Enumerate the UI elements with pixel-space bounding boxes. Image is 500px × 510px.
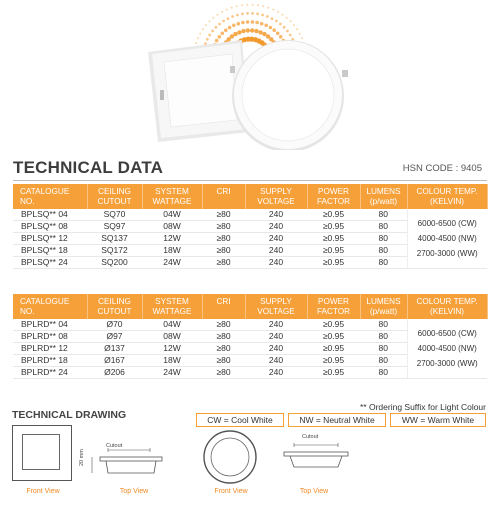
colour-temp-cell — [407, 209, 487, 269]
square-spec-table — [13, 184, 488, 269]
table-cell: 80 — [360, 245, 407, 257]
table-cell: 240 — [245, 343, 307, 355]
column-header: SYSTEM WATTAGE — [142, 294, 202, 319]
table-cell: Ø167 — [87, 355, 142, 367]
table-cell: SQ200 — [87, 257, 142, 269]
table-cell: 18W — [142, 355, 202, 367]
table-cell: 18W — [142, 245, 202, 257]
square-cutout-label: Cutout — [106, 443, 123, 449]
table-cell: 240 — [245, 245, 307, 257]
column-header: POWER FACTOR — [307, 184, 360, 209]
table-cell: ≥0.95 — [307, 367, 360, 379]
column-header: CRI — [202, 184, 245, 209]
table-cell: ≥0.95 — [307, 221, 360, 233]
table-cell: 80 — [360, 221, 407, 233]
table-cell: ≥0.95 — [307, 355, 360, 367]
colour-temp-value: 2700-3000 (WW) — [416, 249, 478, 258]
column-header: CRI — [202, 294, 245, 319]
table-cell: 240 — [245, 367, 307, 379]
colour-temp-value: 2700-3000 (WW) — [416, 359, 478, 368]
table-cell: Ø70 — [87, 319, 142, 331]
legend-neutral-white: NW = Neutral White — [288, 413, 386, 427]
square-top-view-drawing — [80, 445, 170, 485]
table-cell: BPLSQ** 04 — [13, 209, 87, 221]
table-cell: ≥0.95 — [307, 245, 360, 257]
table-cell: ≥80 — [202, 367, 245, 379]
table-cell: BPLSQ** 24 — [13, 257, 87, 269]
table-cell: 04W — [142, 319, 202, 331]
table-cell: BPLSQ** 08 — [13, 221, 87, 233]
table-cell: ≥80 — [202, 355, 245, 367]
table-cell: ≥80 — [202, 233, 245, 245]
table-cell: BPLRD** 08 — [13, 331, 87, 343]
table-row — [13, 209, 487, 221]
table-cell: ≥80 — [202, 221, 245, 233]
table-cell: 80 — [360, 233, 407, 245]
square-front-view-caption: Front View — [26, 488, 60, 495]
table-cell: BPLRD** 04 — [13, 319, 87, 331]
table-cell: 12W — [142, 343, 202, 355]
table-cell: BPLRD** 12 — [13, 343, 87, 355]
table-cell: Ø97 — [87, 331, 142, 343]
table-cell: ≥0.95 — [307, 257, 360, 269]
table-cell: ≥0.95 — [307, 319, 360, 331]
column-header: COLOUR TEMP. (KELVIN) — [407, 294, 487, 319]
table-row — [13, 319, 487, 331]
colour-temp-value: 6000-6500 (CW) — [417, 329, 477, 338]
column-header: LUMENS (p/watt) — [360, 294, 407, 319]
table-header-row — [13, 294, 487, 319]
column-header: LUMENS (p/watt) — [360, 184, 407, 209]
column-header: SUPPLY VOLTAGE — [245, 294, 307, 319]
colour-temp-cell — [407, 319, 487, 379]
table-cell: 240 — [245, 233, 307, 245]
table-cell: ≥80 — [202, 257, 245, 269]
technical-drawing-title: TECHNICAL DRAWING — [12, 409, 127, 421]
table-cell: 08W — [142, 331, 202, 343]
table-cell: ≥0.95 — [307, 331, 360, 343]
column-header: SUPPLY VOLTAGE — [245, 184, 307, 209]
column-header: POWER FACTOR — [307, 294, 360, 319]
column-header: CATALOGUE NO. — [13, 294, 87, 319]
table-cell: 12W — [142, 233, 202, 245]
round-spec-table — [13, 294, 488, 379]
table-cell: SQ137 — [87, 233, 142, 245]
table-cell: 80 — [360, 319, 407, 331]
table-cell: 80 — [360, 367, 407, 379]
round-panel-image — [230, 40, 348, 150]
table-cell: 80 — [360, 331, 407, 343]
legend-warm-white: WW = Warm White — [390, 413, 486, 427]
table-cell: BPLSQ** 18 — [13, 245, 87, 257]
product-hero-image — [130, 0, 370, 150]
table-cell: ≥0.95 — [307, 209, 360, 221]
table-cell: BPLRD** 24 — [13, 367, 87, 379]
table-cell: BPLRD** 18 — [13, 355, 87, 367]
square-top-view-caption: Top View — [119, 488, 149, 495]
page-title: TECHNICAL DATA — [13, 158, 164, 177]
colour-temp-value: 4000-4500 (NW) — [417, 344, 477, 353]
table-cell: ≥80 — [202, 343, 245, 355]
table-cell: SQ172 — [87, 245, 142, 257]
table-cell: Ø206 — [87, 367, 142, 379]
square-height-label: 20 mm — [79, 449, 85, 466]
ordering-suffix-note: ** Ordering Suffix for Light Colour — [360, 402, 486, 412]
table-cell: 24W — [142, 257, 202, 269]
table-cell: ≥80 — [202, 245, 245, 257]
round-front-view-drawing — [201, 428, 259, 486]
table-cell: 04W — [142, 209, 202, 221]
round-cutout-label: Cutout — [302, 434, 319, 440]
round-front-view-caption: Front View — [214, 488, 248, 495]
title-divider — [13, 180, 487, 181]
legend-cool-white: CW = Cool White — [196, 413, 284, 427]
column-header: COLOUR TEMP. (KELVIN) — [407, 184, 487, 209]
table-cell: 80 — [360, 209, 407, 221]
round-top-view-caption: Top View — [299, 488, 329, 495]
column-header: CATALOGUE NO. — [13, 184, 87, 209]
table-cell: 240 — [245, 319, 307, 331]
table-cell: 240 — [245, 221, 307, 233]
round-top-view-drawing — [276, 435, 356, 485]
square-front-view-drawing — [12, 425, 72, 481]
table-cell: ≥80 — [202, 319, 245, 331]
table-cell: ≥80 — [202, 331, 245, 343]
hsn-code: HSN CODE : 9405 — [402, 163, 482, 174]
table-cell: BPLSQ** 12 — [13, 233, 87, 245]
table-cell: 80 — [360, 343, 407, 355]
table-cell: 240 — [245, 355, 307, 367]
column-header: SYSTEM WATTAGE — [142, 184, 202, 209]
column-header: CEILING CUTOUT — [87, 294, 142, 319]
table-header-row — [13, 184, 487, 209]
table-cell: Ø137 — [87, 343, 142, 355]
column-header: CEILING CUTOUT — [87, 184, 142, 209]
table-cell: 24W — [142, 367, 202, 379]
table-cell: 240 — [245, 257, 307, 269]
table-cell: 240 — [245, 209, 307, 221]
colour-temp-value: 6000-6500 (CW) — [417, 219, 477, 228]
table-cell: 08W — [142, 221, 202, 233]
table-cell: ≥0.95 — [307, 233, 360, 245]
table-cell: 240 — [245, 331, 307, 343]
table-cell: 80 — [360, 257, 407, 269]
table-cell: SQ70 — [87, 209, 142, 221]
table-cell: 80 — [360, 355, 407, 367]
colour-temp-value: 4000-4500 (NW) — [417, 234, 477, 243]
table-cell: SQ97 — [87, 221, 142, 233]
table-cell: ≥0.95 — [307, 343, 360, 355]
table-cell: ≥80 — [202, 209, 245, 221]
